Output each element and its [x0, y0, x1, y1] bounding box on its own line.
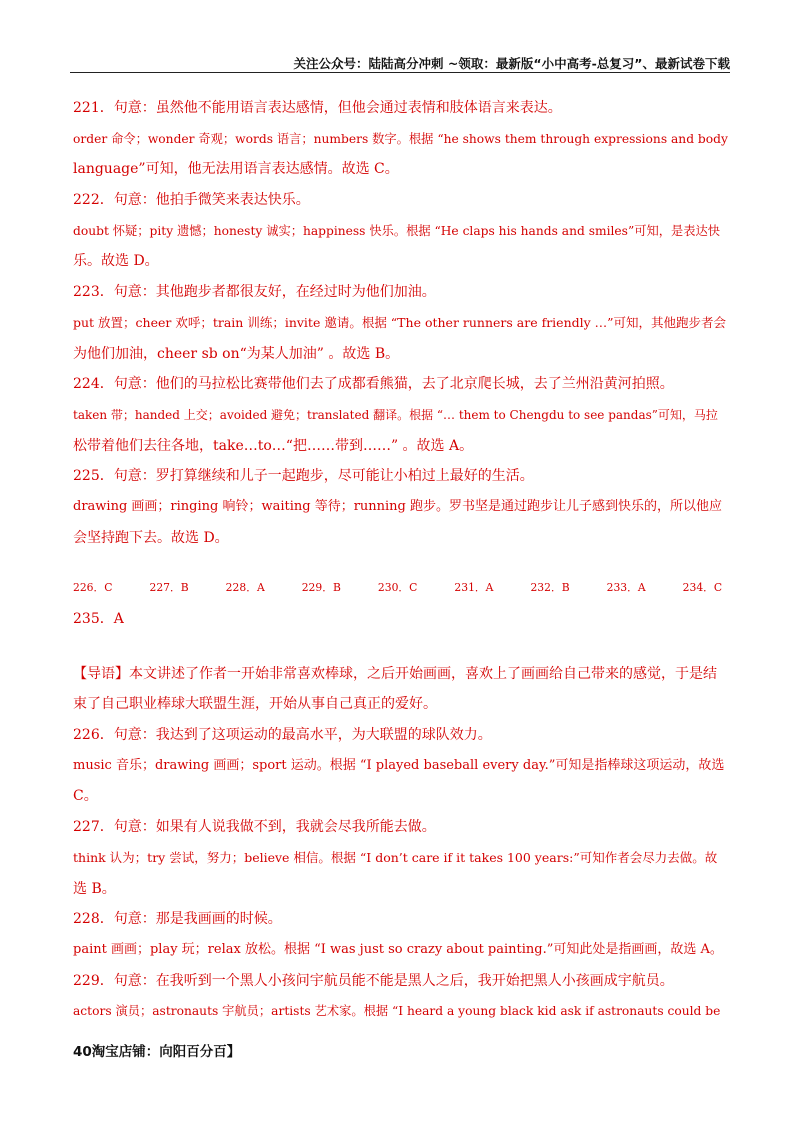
- answer-item: 235．A: [73, 611, 124, 627]
- text-line: 224．句意：他们的马拉松比赛带他们去了成都看熊猫，去了北京爬长城，去了兰州沿黄河拍照。: [73, 376, 674, 393]
- footer-text: 淘宝店铺：向阳百分百】: [91, 1044, 241, 1060]
- answer-item: 233．A: [606, 581, 646, 595]
- text-line: drawing 画画；ringing 响铃；waiting 等待；running 跑步。罗书坚是通过跑步让儿子感到快乐的，所以他应: [73, 498, 723, 514]
- text-line: 【导语】本文讲述了作者一开始非常喜欢棒球，之后开始画画，喜欢上了画画给自己带来的感觉，于是结: [73, 665, 717, 682]
- text-line: 松带着他们去往各地，take…to…“把……带到……” 。故选 A。: [73, 437, 474, 454]
- answer-item: 227．B: [149, 581, 189, 595]
- text-line: 会坚持跑下去。故选 D。: [73, 529, 229, 546]
- page-number: 40: [73, 1044, 92, 1060]
- text-line: think 认为；try 尝试，努力；believe 相信。根据 “I don’t care if it takes 100 years:”可知作者会尽力去做。故: [73, 849, 718, 865]
- header-divider: [70, 72, 730, 73]
- explanation-block-226-229: [73, 662, 728, 1030]
- page-content: [73, 96, 728, 1030]
- answer-key: [73, 576, 728, 637]
- text-line: paint 画画；play 玩；relax 放松。根据 “I was just so crazy about painting.”可知此处是指画画，故选 A。: [73, 941, 723, 957]
- answer-item: 228．A: [225, 581, 265, 595]
- text-line: 221．句意：虽然他不能用语言表达感情，但他会通过表情和肢体语言来表达。: [73, 100, 562, 116]
- text-line: put 放置；cheer 欢呼；train 训练；invite 邀请。根据 “The other runners are friendly …”可知，其他跑步者会: [73, 314, 727, 330]
- text-line: taken 带；handed 上交；avoided 避免；translated 翻译。根据 “… them to Chengdu to see pandas”可知，马拉: [73, 407, 718, 422]
- text-line: language”可知，他无法用语言表达感情。故选 C。: [73, 161, 399, 178]
- text-line: 227．句意：如果有人说我做不到，我就会尽我所能去做。: [73, 819, 436, 836]
- answer-item: 230．C: [377, 581, 418, 595]
- text-line: C。: [73, 788, 98, 805]
- text-line: 229．句意：在我听到一个黑人小孩问宇航员能不能是黑人之后，我开始把黑人小孩画成宇航员。: [73, 972, 674, 989]
- text-line: 选 B。: [73, 880, 116, 897]
- text-line: 束了自己职业棒球大联盟生涯，开始从事自己真正的爱好。: [73, 696, 437, 713]
- text-line: 乐。故选 D。: [73, 253, 159, 270]
- text-line: doubt 怀疑；pity 遗憾；honesty 诚实；happiness 快乐。根据 “He claps his hands and smiles”可知，是表达快: [73, 223, 720, 238]
- explanation-block-221-225: [73, 96, 728, 556]
- answer-item: 226．C: [73, 581, 113, 595]
- answer-item: 229．B: [301, 581, 341, 595]
- answer-item: 231．A: [454, 581, 494, 595]
- answer-item: 234．C: [682, 581, 723, 595]
- page-header: 关注公众号：陆陆高分冲刺 ~领取：最新版“小中高考-总复习”、最新试卷下载: [293, 56, 730, 71]
- text-line: 225．句意：罗打算继续和儿子一起跑步，尽可能让小柏过上最好的生活。: [73, 468, 534, 485]
- text-line: 223．句意：其他跑步者都很友好，在经过时为他们加油。: [73, 284, 436, 301]
- answer-item: 232．B: [530, 581, 570, 595]
- text-line: 为他们加油，cheer sb on“为某人加油” 。故选 B。: [73, 345, 400, 362]
- text-line: music 音乐；drawing 画画；sport 运动。根据 “I played baseball every day.”可知是指棒球这项运动，故选: [73, 757, 725, 773]
- text-line: order 命令；wonder 奇观；words 语言；numbers 数字。根据 “he shows them through expressions and body: [73, 131, 728, 146]
- text-line: 228．句意：那是我画画的时候。: [73, 911, 282, 928]
- text-line: 222．句意：他拍手微笑来表达快乐。: [73, 192, 310, 209]
- page-footer: [73, 1040, 240, 1060]
- text-line: actors 演员；astronauts 宇航员；artists 艺术家。根据 “I heard a young black kid ask if astronauts could be: [73, 1004, 721, 1019]
- text-line: 226．句意：我达到了这项运动的最高水平，为大联盟的球队效力。: [73, 727, 492, 744]
